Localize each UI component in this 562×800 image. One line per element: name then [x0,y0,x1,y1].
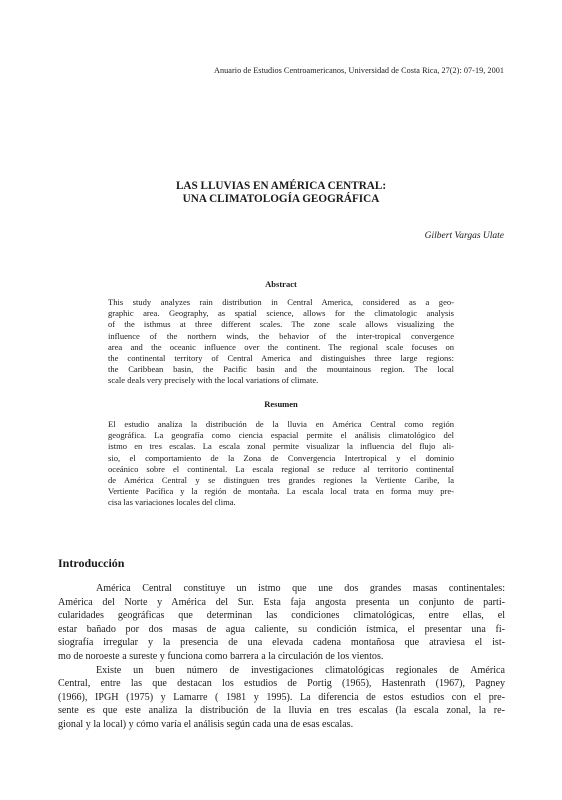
body-line: América Central constituye un istmo que une dos grandes masas continentales: [96,583,505,594]
body-line: mo de noroeste a sureste y funciona como barrera a la circulación de los vientos. [58,650,384,662]
body-line: América del Norte y América del Sur. Esta faja angosta presenta un conjunto de parti- [58,596,505,608]
resumen-line: cisa las variaciones locales del clima. [108,497,236,508]
abstract-text [108,297,454,387]
body-line: Existe un buen número de investigaciones climatológicas regionales de América [96,664,505,676]
resumen-line: oceánico sobre el continental. La escala regional se reduce al territorio continental [108,463,454,474]
body-line: estar bañado por dos masas de agua caliente, su condición ístmica, el presentar una fi- [58,623,505,635]
resumen-heading: Resumen [264,399,298,409]
title-line: UNA CLIMATOLOGÍA GEOGRÁFICA [182,193,380,205]
abstract-line: area and the oceanic influence over the continent. The regional scale focuses on [108,341,454,352]
body-line: Central, entre las que destacan los estudios de Portig (1965), Hastenrath (1967), Pagney [58,678,505,690]
abstract-line: influence of the northern winds, the behavior of the inter-tropical convergence [108,330,454,341]
abstract-line: the Caribbean basin, the Pacific basin and the mountainous region. The local [108,364,454,375]
resumen-line: El estudio analiza la distribución de la lluvia en América Central como región [108,419,454,429]
resumen-text [108,419,454,509]
abstract-line: of the isthmus at three different scales. The zone scale allows visualizing the [108,319,454,330]
body-line: sente es que este analiza la distribución de la lluvia en tres escalas (la escala zonal, la re- [58,705,505,717]
body-text [58,582,505,732]
resumen-line: istmo en tres escalas. La escala zonal permite visualizar la influencia del flujo ali- [108,441,454,452]
abstract-line: graphic area. Geography, as spatial science, allows for the climatologic analysis [108,308,454,319]
author-name: Gilbert Vargas Ulate [424,231,504,241]
abstract-line: scale deals very precisely with the local variations of climate. [108,375,319,386]
title-line: LAS LLUVIAS EN AMÉRICA CENTRAL: [175,180,387,192]
body-line: siografía irregular y la presencia de una elevada cadena montañosa que atraviesa el ist- [58,637,505,649]
resumen-line: geográfica. La geografía como ciencia espacial permite el análisis climatológico del [108,430,454,441]
section-heading: Introducción [58,556,125,570]
resumen-line: sio, el comportamiento de la Zona de Convergencia Intertropical y el dominio [108,452,454,463]
body-line: gional y la local) y cómo varía el análisis según cada una de esas escalas. [58,718,354,730]
resumen-line: Vertiente Pacífica y la región de montaña. La escala local trata en forma muy pre- [108,486,454,497]
paper-title [0,180,562,206]
body-line: cularidades geográficas que determinan las condiciones climatológicas, entre ellas, el [58,610,505,622]
resumen-line: de América Central y se distinguen tres grandes regiones la Vertiente Caribe, la [108,475,454,486]
body-line: (1966), IPGH (1975) y Lamarre ( 1981 y 1995). La diferencia de estos estudios con el pre- [58,691,505,703]
abstract-line: This study analyzes rain distribution in Central America, considered as a geo- [108,297,454,307]
abstract-heading: Abstract [265,279,297,289]
abstract-line: the continental territory of Central America and distinguishes three large regions: [108,353,454,364]
journal-header: Anuario de Estudios Centroamericanos, Universidad de Costa Rica, 27(2): 07-19, 2001 [214,66,504,75]
